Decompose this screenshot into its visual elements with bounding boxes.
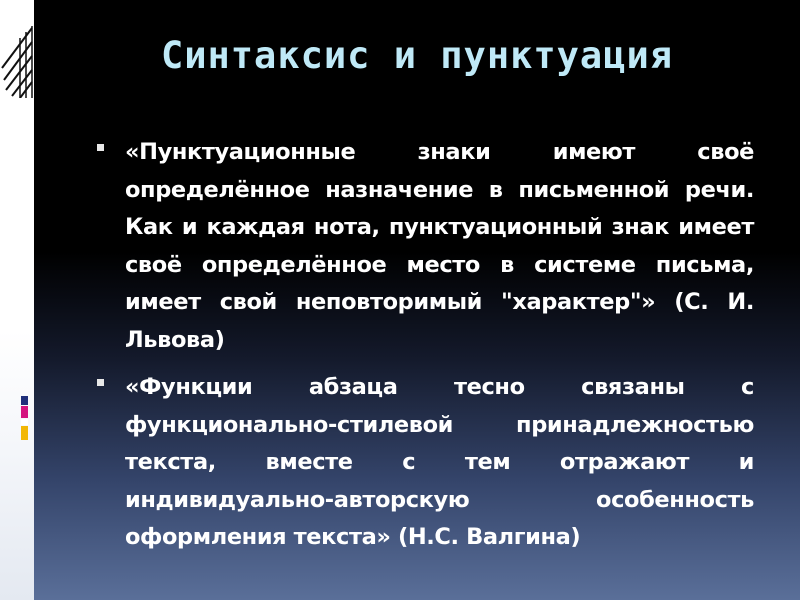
bullet-item (96, 369, 754, 557)
bullet-item (96, 134, 754, 359)
accent-bar-white (21, 419, 28, 425)
accent-bar-navy (21, 396, 28, 405)
square-bullet-icon (97, 144, 104, 151)
square-bullet-icon (97, 379, 104, 386)
bullet-text: «Пунктуационные знаки имеют своё определённое назначение в письменной речи. Как и каждая нота, пунктуационный знак имеет своё определённое место в системе письма, имеет свой неповторимый "характер"» (С. И. Львова) (125, 139, 754, 353)
accent-bar-yellow (21, 426, 28, 440)
accent-bar-magenta (21, 406, 28, 418)
bullet-text: «Функции абзаца тесно связаны с функционально-стилевой принадлежностью текста, вместе с тем отражают и индивидуально-авторскую особенность оформления текста» (Н.С. Валгина) (125, 374, 754, 550)
corner-lines-decoration (0, 18, 34, 98)
slide-title: Синтаксис и пунктуация (160, 34, 674, 77)
bullet-list (96, 134, 754, 567)
